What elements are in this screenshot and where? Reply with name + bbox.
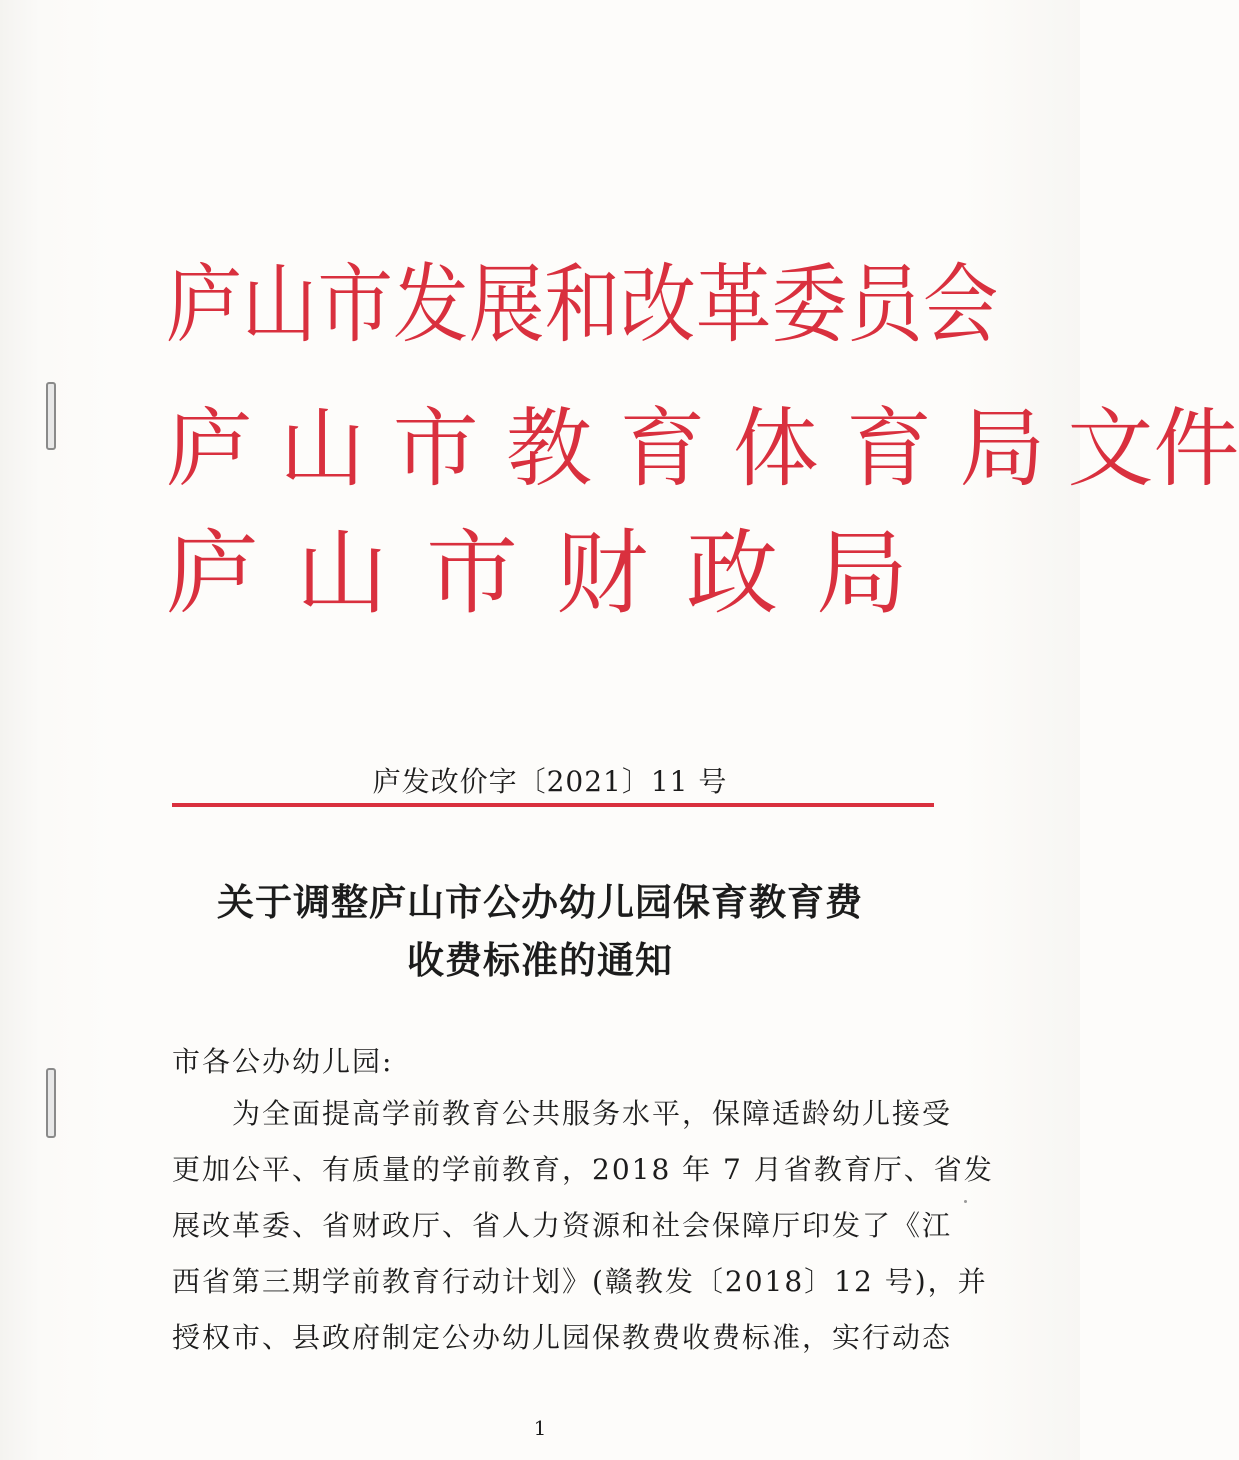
salutation: 市各公办幼儿园: (172, 1045, 394, 1078)
issuer-name-ndrc: 庐山市发展和改革委员会 (166, 255, 999, 355)
body-line: 授权市、县政府制定公办幼儿园保教费收费标准，实行动态 (172, 1321, 953, 1354)
page-number: 1 (533, 1416, 547, 1440)
body-line: 为全面提高学前教育公共服务水平，保障适龄幼儿接受 (232, 1097, 953, 1130)
body-paragraph (172, 1086, 994, 1366)
document-title-line-1: 关于调整庐山市公办幼儿园保育教育费 (217, 880, 863, 924)
issuer-name-education-bureau-text: 庐 山 市 教 育 体 育 局 (166, 399, 1046, 499)
body-line: 西省第三期学前教育行动计划》(赣教发〔2018〕12 号)，并 (172, 1265, 988, 1298)
document-suffix: 文件 (1067, 399, 1239, 499)
paper-speck (964, 1200, 967, 1203)
binding-hole-mark (46, 382, 56, 450)
body-line: 更加公平、有质量的学前教育，2018 年 7 月省教育厅、省发 (172, 1153, 994, 1186)
red-separator-line (172, 803, 934, 807)
issuer-name-education-bureau (166, 399, 1239, 499)
binding-hole-mark (46, 1068, 56, 1138)
body-line: 展改革委、省财政厅、省人力资源和社会保障厅印发了《江 (172, 1209, 953, 1242)
document-number: 庐发改价字〔2021〕11 号 (372, 765, 728, 798)
document-title-line-2: 收费标准的通知 (407, 938, 673, 982)
issuer-name-finance-bureau: 庐山市财政局 (166, 520, 947, 627)
